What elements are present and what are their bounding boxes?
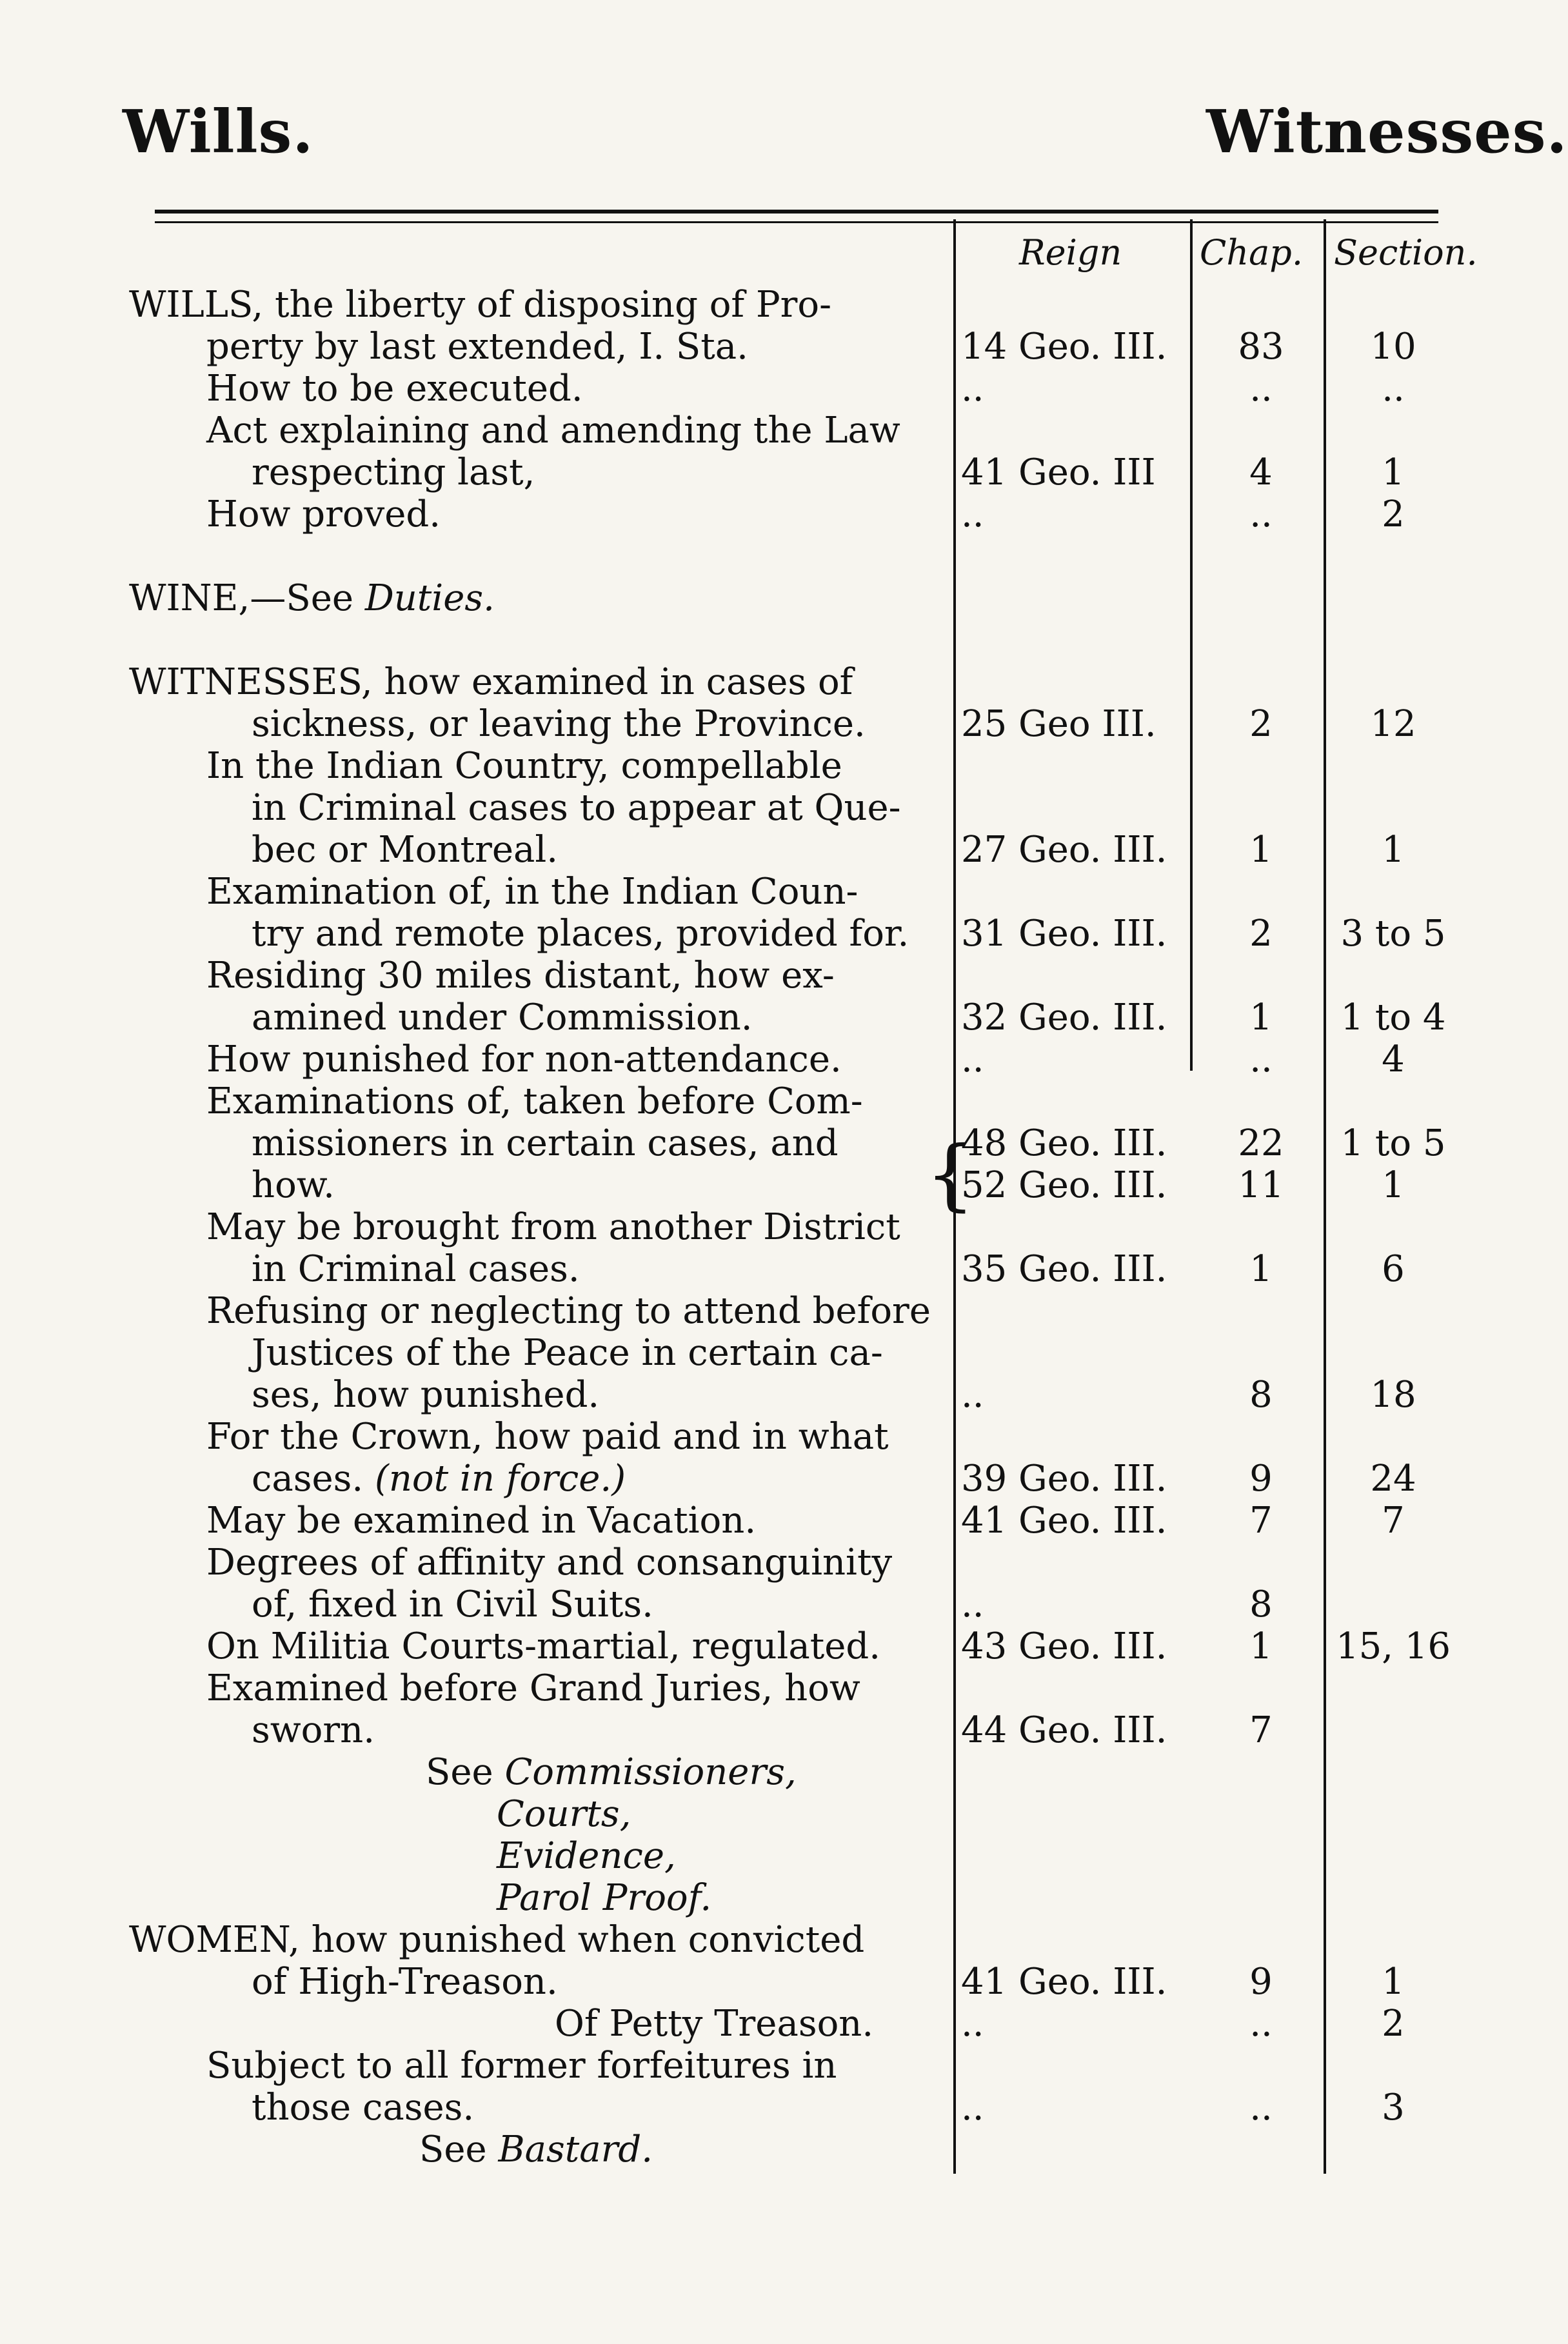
entry-text-plain: of High-Treason.	[252, 1961, 558, 2003]
entry-text-plain: Degrees of affinity and consanguinity	[206, 1542, 893, 1584]
entry-section: 1	[1382, 1164, 1405, 1206]
entry-text-plain: How to be executed.	[206, 368, 583, 410]
entry-section: 1	[1382, 829, 1405, 871]
entry-text-plain: Refusing or neglecting to attend before	[206, 1290, 931, 1332]
entry-text	[252, 1164, 335, 1207]
entry-text	[426, 1751, 797, 1794]
entry-reign: 32 Geo. III.	[961, 997, 1167, 1038]
entry-text-italic: Bastard.	[498, 2129, 653, 2170]
header-rule-thin	[155, 221, 1438, 223]
entry-text	[206, 871, 858, 913]
entry-text-italic: Duties.	[364, 577, 495, 619]
entry-text	[206, 1667, 860, 1710]
entry-chapter: 2	[1249, 913, 1273, 955]
entry-section: 1	[1382, 1961, 1405, 2003]
entry-reign: 31 Geo. III.	[961, 913, 1167, 955]
entry-text	[206, 1416, 889, 1458]
entry-section: 6	[1382, 1248, 1405, 1290]
entry-text-plain: May be brought from another District	[206, 1206, 900, 1248]
entry-reign: 41 Geo. III	[961, 452, 1156, 493]
entry-chapter: ..	[1249, 493, 1273, 535]
entry-text-italic: Evidence,	[497, 1835, 676, 1877]
entry-text	[252, 1248, 580, 1291]
column-head-chap: Chap.	[1200, 232, 1304, 273]
entry-chapter: 2	[1249, 703, 1273, 745]
entry-text-italic: Parol Proof.	[497, 1877, 712, 1919]
entry-text-plain: Of Petty Treason.	[555, 2003, 874, 2045]
entry-text-plain: respecting last,	[252, 452, 535, 493]
entry-chapter: 1	[1249, 1625, 1273, 1667]
entry-text	[252, 2087, 474, 2129]
entry-text	[206, 1206, 900, 1249]
entry-text-plain: missioners in certain cases, and	[252, 1122, 839, 1164]
entry-text-plain: in Criminal cases to appear at Que-	[252, 787, 901, 829]
entry-text	[252, 787, 901, 829]
entry-text-plain: Examination of, in the Indian Coun-	[206, 871, 858, 913]
entry-text-plain: cases.	[252, 1458, 375, 1500]
entry-chapter: ..	[1249, 1038, 1273, 1080]
entry-text	[206, 410, 900, 452]
entry-reign: 41 Geo. III.	[961, 1961, 1167, 2003]
entry-text-italic: Commissioners,	[504, 1751, 797, 1793]
entry-text	[252, 913, 909, 955]
entry-text-plain: those cases.	[252, 2087, 475, 2129]
entry-reign: 48 Geo. III.	[961, 1122, 1167, 1164]
entry-text	[252, 997, 753, 1039]
entry-text	[206, 1542, 892, 1584]
entry-chapter: 8	[1249, 1584, 1273, 1625]
entry-text-plain: WILLS, the liberty of disposing of Pro-	[129, 284, 832, 326]
entry-section: 1 to 4	[1340, 997, 1446, 1038]
entry-text-plain: perty by last extended, I. Sta.	[206, 326, 748, 368]
entry-chapter: ..	[1249, 2087, 1273, 2129]
entry-section: 3 to 5	[1340, 913, 1446, 955]
entry-text-italic: Courts,	[497, 1793, 631, 1835]
entry-text-plain: On Militia Courts-martial, regulated.	[206, 1625, 880, 1667]
entry-text-plain: WITNESSES, how examined in cases of	[129, 661, 853, 703]
entry-section: 4	[1382, 1038, 1405, 1080]
entry-chapter: 8	[1249, 1374, 1273, 1416]
entry-text	[129, 1919, 864, 1962]
entry-text	[252, 1709, 375, 1752]
running-head-left: Wills.	[123, 97, 314, 166]
entry-section: 1	[1382, 452, 1405, 493]
entry-chapter: 22	[1238, 1122, 1284, 1164]
entry-text-plain: WINE,—See	[129, 577, 365, 619]
entry-section: ..	[1382, 368, 1405, 410]
entry-text-plain: ses, how punished.	[252, 1374, 600, 1416]
entry-text	[252, 829, 558, 871]
entry-chapter: 7	[1249, 1500, 1273, 1542]
entry-reign: 14 Geo. III.	[961, 326, 1167, 368]
entry-chapter: 4	[1249, 452, 1273, 493]
entry-text	[206, 1625, 880, 1668]
entry-text-plain: May be examined in Vacation.	[206, 1500, 757, 1542]
header-rule-thick	[155, 210, 1438, 214]
entry-section: 7	[1382, 1500, 1405, 1542]
entry-text-plain: Subject to all former forfeitures in	[206, 2045, 837, 2087]
entry-text-plain: Justices of the Peace in certain ca-	[252, 1332, 883, 1374]
entry-reign: 43 Geo. III.	[961, 1625, 1167, 1667]
entry-text	[252, 1458, 626, 1500]
entry-chapter: 1	[1249, 829, 1273, 871]
entry-reign: ..	[961, 2087, 984, 2129]
entry-text-plain: sworn.	[252, 1709, 375, 1751]
entry-text	[206, 745, 842, 788]
entry-reign: ..	[961, 2003, 984, 2045]
entry-text	[555, 2003, 873, 2045]
entry-reign: 35 Geo. III.	[961, 1248, 1167, 1290]
entry-reign: ..	[961, 1038, 984, 1080]
entry-reign: 44 Geo. III.	[961, 1709, 1167, 1751]
entry-text	[252, 1584, 653, 1626]
entry-text	[206, 1500, 756, 1542]
entry-text-italic: (not in force.)	[374, 1458, 626, 1500]
entry-text	[497, 1835, 676, 1878]
entry-text-plain: In the Indian Country, compellable	[206, 745, 842, 787]
entry-text	[206, 326, 748, 368]
entry-text	[206, 493, 441, 536]
entry-text-plain: WOMEN, how punished when convicted	[129, 1919, 865, 1961]
entry-text	[419, 2129, 653, 2171]
entry-text-plain: See	[426, 1751, 505, 1793]
entry-reign: 25 Geo III.	[961, 703, 1156, 745]
entry-text-plain: Examined before Grand Juries, how	[206, 1667, 860, 1709]
entry-text-plain: Act explaining and amending the Law	[206, 410, 900, 452]
entry-text	[252, 1961, 558, 2003]
entry-text-plain: sickness, or leaving the Province.	[252, 703, 866, 745]
entry-section: 24	[1370, 1458, 1416, 1500]
running-head-right: Witnesses.	[1206, 97, 1568, 166]
entry-text	[129, 577, 495, 620]
entry-chapter: 11	[1238, 1164, 1284, 1206]
entry-section: 18	[1370, 1374, 1416, 1416]
column-head-reign: Reign	[1019, 232, 1122, 273]
entry-text	[252, 452, 535, 494]
entry-chapter: 83	[1238, 326, 1284, 368]
entry-section: 3	[1382, 2087, 1405, 2129]
entry-section: 1 to 5	[1340, 1122, 1446, 1164]
entry-chapter: 1	[1249, 997, 1273, 1038]
entry-text	[206, 2045, 837, 2087]
entry-section: 10	[1370, 326, 1416, 368]
entry-chapter: 7	[1249, 1709, 1273, 1751]
entry-text-plain: For the Crown, how paid and in what	[206, 1416, 889, 1458]
entry-text	[129, 284, 831, 326]
entry-text-plain: try and remote places, provided for.	[252, 913, 909, 955]
entry-text-plain: How punished for non-attendance.	[206, 1038, 842, 1080]
entry-reign: 52 Geo. III.	[961, 1164, 1167, 1206]
entry-text-plain: See	[419, 2129, 499, 2170]
entry-text	[252, 1332, 883, 1375]
entry-text-plain: how.	[252, 1164, 335, 1206]
column-divider-chap	[1324, 219, 1326, 2174]
entry-text	[252, 703, 866, 746]
entry-reign: ..	[961, 493, 984, 535]
entry-text	[252, 1122, 839, 1165]
entry-chapter: 9	[1249, 1458, 1273, 1500]
brace-symbol: {	[926, 1130, 975, 1220]
entry-reign: ..	[961, 368, 984, 410]
column-divider-reign	[1190, 219, 1193, 1071]
column-head-section: Section.	[1334, 232, 1478, 273]
entry-reign: ..	[961, 1584, 984, 1625]
entry-reign: ..	[961, 1374, 984, 1416]
entry-reign: 41 Geo. III.	[961, 1500, 1167, 1542]
entry-text	[497, 1793, 631, 1836]
entry-chapter: 1	[1249, 1248, 1273, 1290]
entry-text	[206, 1038, 842, 1081]
entry-text-plain: bec or Montreal.	[252, 829, 559, 871]
entry-text-plain: Residing 30 miles distant, how ex-	[206, 955, 835, 997]
entry-text	[129, 661, 853, 704]
entry-text-plain: amined under Commission.	[252, 997, 753, 1038]
entry-chapter: ..	[1249, 368, 1273, 410]
entry-section: 2	[1382, 493, 1405, 535]
entry-section: 2	[1382, 2003, 1405, 2045]
entry-text	[206, 368, 583, 410]
entry-text	[206, 955, 835, 997]
entry-text-plain: Examinations of, taken before Com-	[206, 1080, 863, 1122]
entry-text-plain: of, fixed in Civil Suits.	[252, 1584, 653, 1625]
entry-text	[206, 1290, 931, 1333]
entry-text	[252, 1374, 599, 1416]
entry-section: 12	[1370, 703, 1416, 745]
entry-section: 15, 16	[1335, 1625, 1451, 1667]
entry-text-plain: in Criminal cases.	[252, 1248, 580, 1290]
entry-chapter: 9	[1249, 1961, 1273, 2003]
entry-reign: 39 Geo. III.	[961, 1458, 1167, 1500]
entry-text	[206, 1080, 863, 1123]
entry-chapter: ..	[1249, 2003, 1273, 2045]
entry-text-plain: How proved.	[206, 493, 441, 535]
entry-text	[497, 1877, 711, 1920]
entry-reign: 27 Geo. III.	[961, 829, 1167, 871]
